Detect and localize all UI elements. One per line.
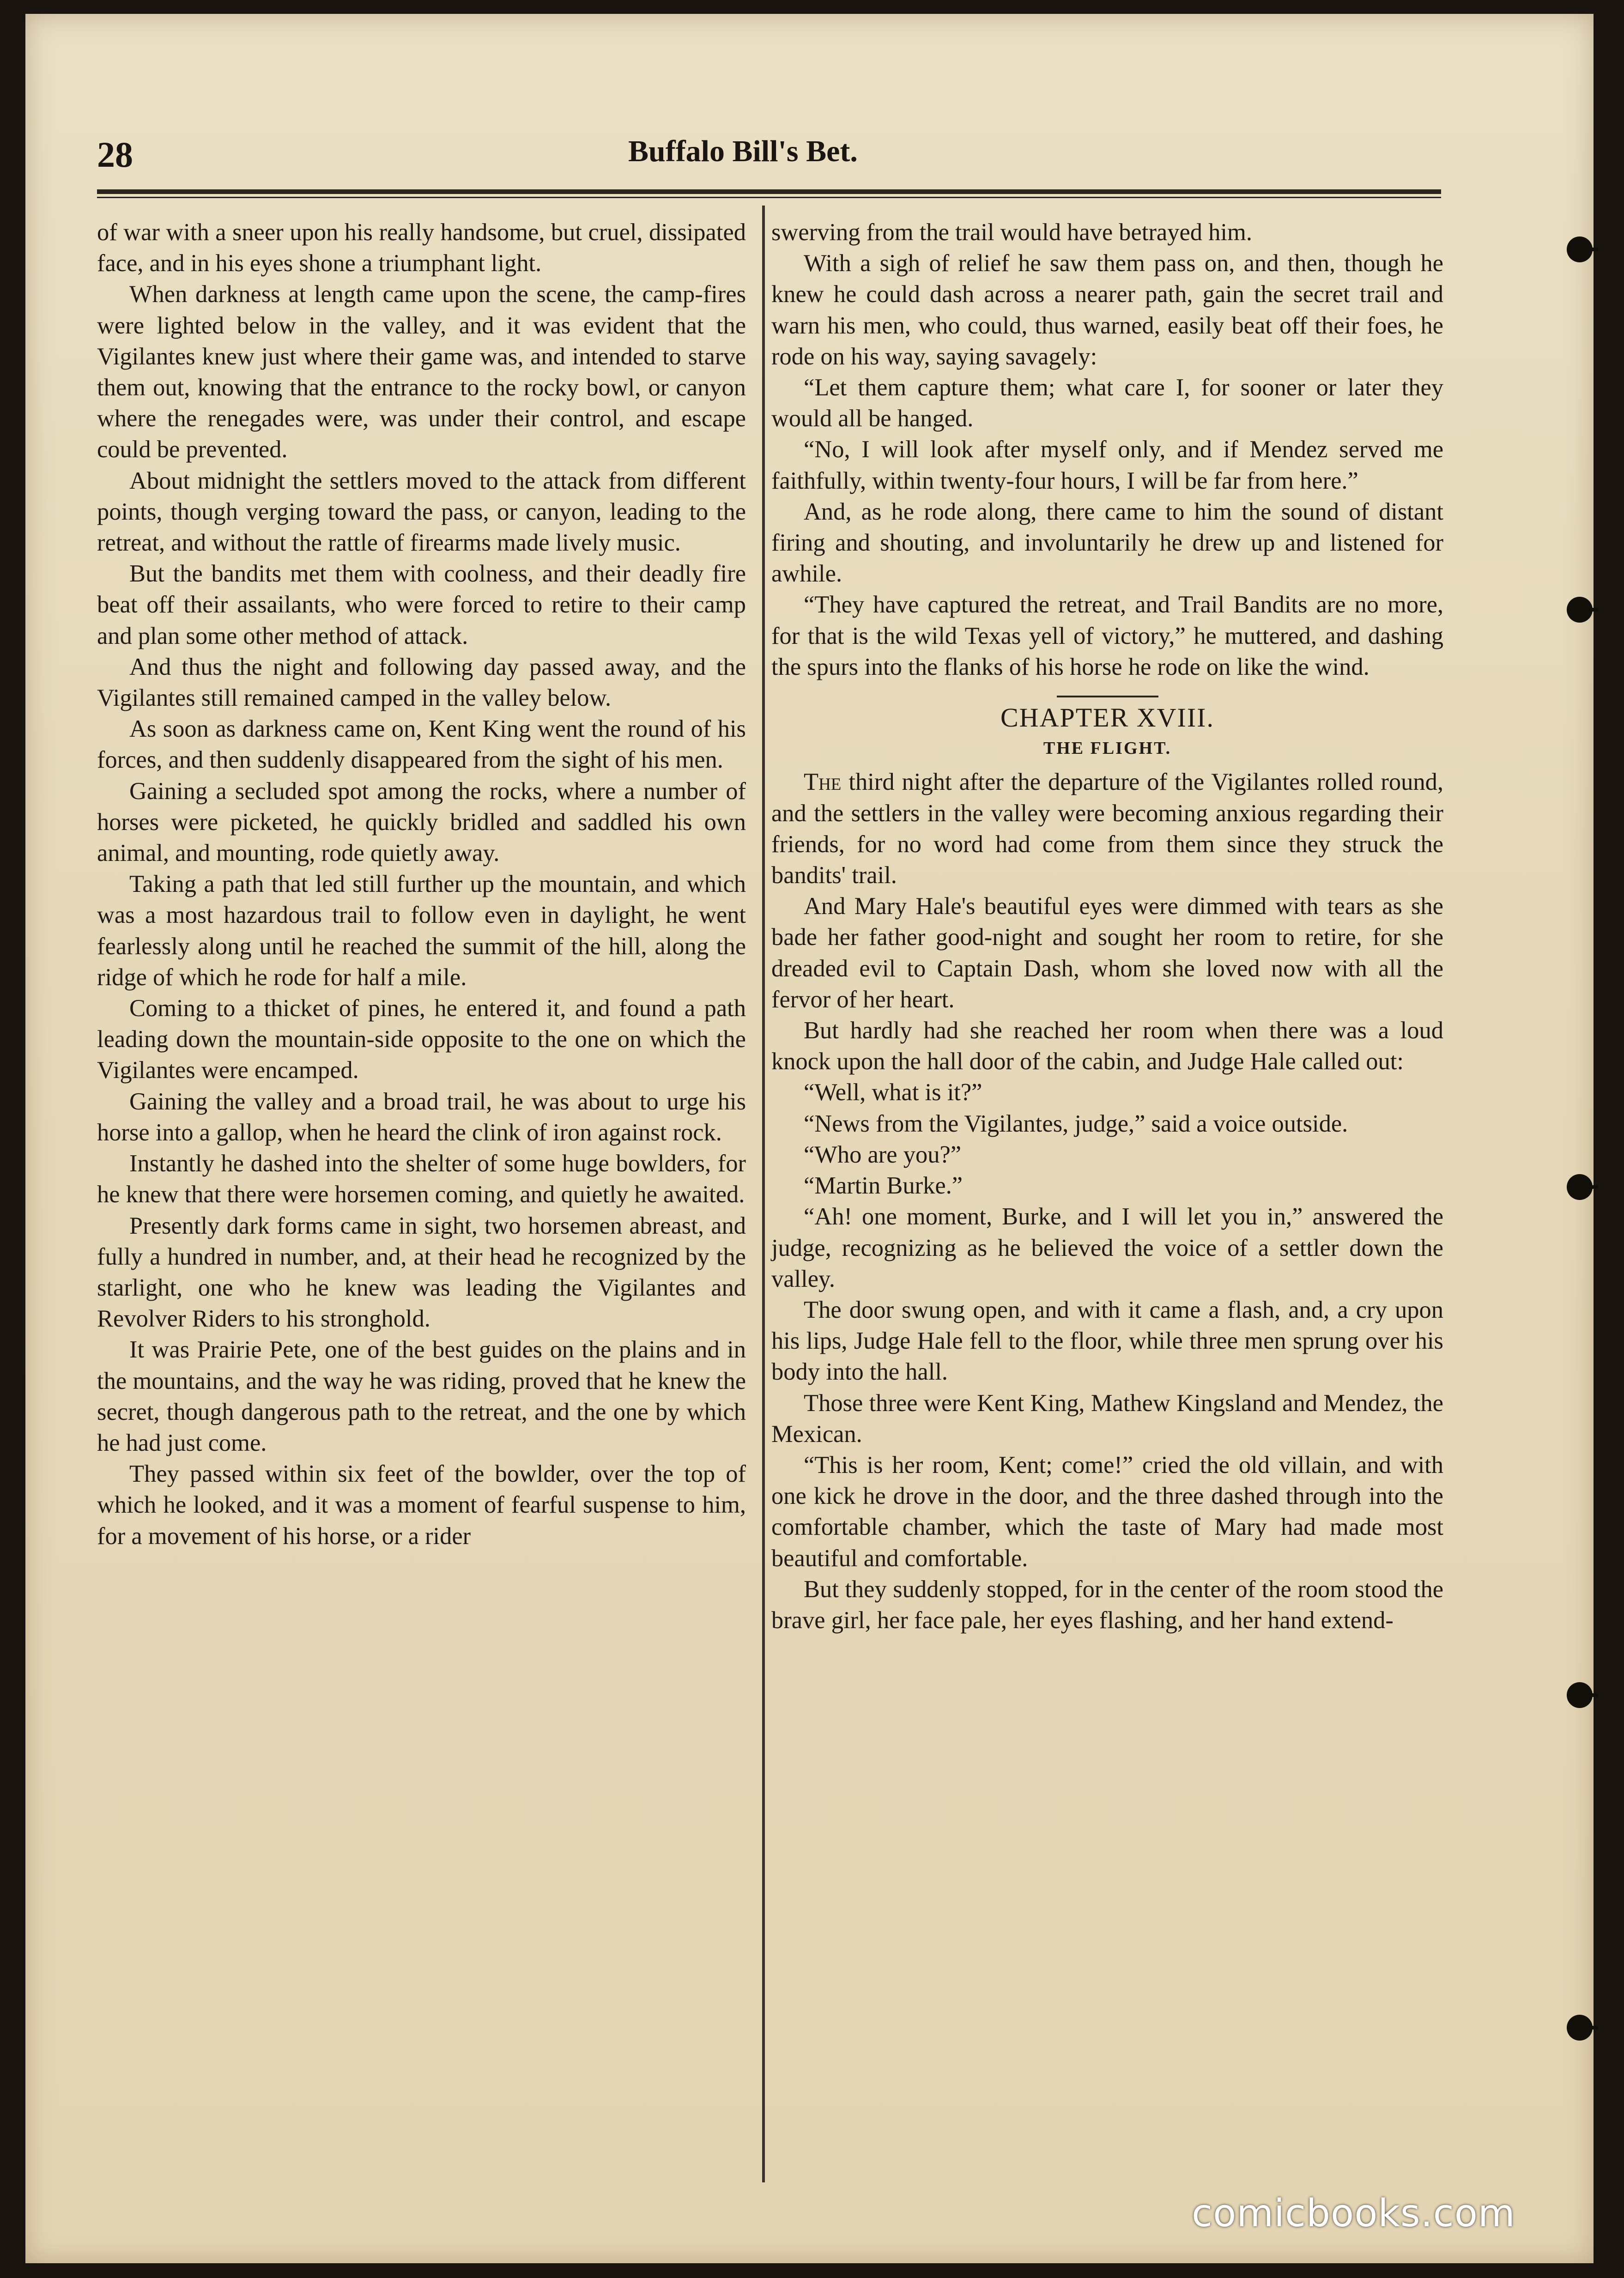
paragraph-text: Coming to a thicket of pines, he entered it, and found a path leading down the mountain-side opposite to the one on which the Vigilantes were encamped. <box>97 995 746 1084</box>
paragraph-text: “Let them capture them; what care I, for sooner or later they would all be hanged. <box>771 374 1443 432</box>
paragraph <box>771 1574 1443 1636</box>
paragraph-text: “Martin Burke.” <box>804 1172 963 1200</box>
paragraph <box>97 1334 746 1459</box>
chapter-subtitle: THE FLIGHT. <box>1043 739 1172 758</box>
paragraph <box>771 1015 1443 1077</box>
paragraph <box>771 589 1443 683</box>
column-divider <box>762 206 765 2182</box>
paragraph-text: Presently dark forms came in sight, two horsemen abreast, and fully a hundred in number, and, at their head he recognized by the starlight, one who he knew was leading the Vigilantes and Revolver Riders to his stronghold. <box>97 1212 746 1333</box>
left-column <box>97 217 746 1552</box>
paragraph-text: But the bandits met them with coolness, and their deadly fire beat off their assailants, who were forced to retire to their camp and plan some other method of attack. <box>97 560 746 649</box>
binding-hole-icon <box>1561 231 1598 268</box>
paragraph <box>97 279 746 465</box>
paragraph-text: About midnight the settlers moved to the attack from different points, though verging toward the pass, or canyon, leading to the retreat, and without the rattle of firearms made lively music. <box>97 467 746 557</box>
paragraph <box>771 1450 1443 1574</box>
paragraph-text: Those three were Kent King, Mathew Kingsland and Mendez, the Mexican. <box>771 1389 1443 1448</box>
paragraph-text: “News from the Vigilantes, judge,” said a voice outside. <box>804 1110 1348 1137</box>
paragraph-text: of war with a sneer upon his really handsome, but cruel, dissipated face, and in his eyes shone a triumphant light. <box>97 219 746 277</box>
paragraph <box>771 372 1443 434</box>
paragraph <box>97 776 746 869</box>
paragraph <box>97 217 746 279</box>
paragraph <box>771 1170 1443 1201</box>
paragraph <box>771 1109 1443 1139</box>
paragraph-text: When darkness at length came upon the scene, the camp-fires were lighted below in the valley, and it was evident that the Vigilantes knew just where their game was, and intended to starve them out, knowing that the entrance to the rocky bowl, or canyon where the renegades were, was under their control, and escape could be prevented. <box>97 281 746 463</box>
paragraph-lead: The <box>804 769 842 796</box>
paragraph-text: “This is her room, Kent; come!” cried the old villain, and with one kick he drove in the door, and the three dashed through into the comfortable chamber, which the taste of Mary had made most beautiful and comfortable. <box>771 1451 1443 1572</box>
paragraph <box>97 1148 746 1210</box>
paragraph-text: And, as he rode along, there came to him the sound of distant firing and shouting, and involuntarily he drew up and listened for awhile. <box>771 498 1443 588</box>
paragraph-text: third night after the departure of the Vigilantes rolled round, and the settlers in the valley were becoming anxious regarding their friends, for no word had come from them since they struck the bandits' trail. <box>771 769 1443 889</box>
binding-hole-icon <box>1561 1677 1598 1714</box>
paragraph <box>97 714 746 775</box>
paragraph-text: But hardly had she reached her room when there was a loud knock upon the hall door of the cabin, and Judge Hale called out: <box>771 1017 1443 1075</box>
paragraph <box>771 1077 1443 1108</box>
paragraph-text: They passed within six feet of the bowlder, over the top of which he looked, and it was a moment of fearful suspense to him, for a movement of his horse, or a rider <box>97 1460 746 1550</box>
chapter-title: CHAPTER XVIII. <box>1000 703 1214 733</box>
page-number: 28 <box>97 134 133 175</box>
paragraph-text: With a sigh of relief he saw them pass on, and then, though he knew he could dash across a nearer path, gain the secret trail and warn his men, who could, thus warned, easily beat off their foes, he rode on his way, saying savagely: <box>771 250 1443 370</box>
paragraph-text: Gaining a secluded spot among the rocks, where a number of horses were picketed, he quickly bridled and saddled his own animal, and mounting, rode quietly away. <box>97 777 746 867</box>
paragraph-text: But they suddenly stopped, for in the center of the room stood the brave girl, her face pale, her eyes flashing, and her hand extend- <box>771 1575 1443 1634</box>
paragraph-text: “Well, what is it?” <box>804 1079 982 1106</box>
paragraph <box>771 767 1443 891</box>
paragraph-text: “They have captured the retreat, and Trail Bandits are no more, for that is the wild Texas yell of victory,” he muttered, and dashing the spurs into the flanks of his horse he rode on like the wind. <box>771 591 1443 680</box>
paragraph-text: “No, I will look after myself only, and if Mendez served me faithfully, within twenty-four hours, I will be far from here.” <box>771 436 1443 494</box>
paragraph <box>97 1211 746 1335</box>
paragraph-text: Taking a path that led still further up the mountain, and which was a most hazardous trail to follow even in daylight, he went fearlessly along until he reached the summit of the hill, along the ridge of which he rode for half a mile. <box>97 871 746 991</box>
paragraph-text: It was Prairie Pete, one of the best guides on the plains and in the mountains, and the way he was riding, proved that he knew the secret, though dangerous path to the retreat, and the one by which he had just come. <box>97 1336 746 1456</box>
paragraph-text: Instantly he dashed into the shelter of some huge bowlders, for he knew that there were horsemen coming, and quietly he awaited. <box>97 1150 746 1208</box>
paragraph-text: As soon as darkness came on, Kent King went the round of his forces, and then suddenly disappeared from the sight of his men. <box>97 715 746 774</box>
paragraph <box>97 993 746 1086</box>
header-rule <box>97 189 1441 198</box>
paragraph <box>97 869 746 993</box>
paragraph-text: “Who are you?” <box>804 1141 962 1168</box>
paragraph <box>97 558 746 652</box>
paragraph <box>771 891 1443 1015</box>
paragraph <box>771 1295 1443 1388</box>
paragraph-text: And Mary Hale's beautiful eyes were dimmed with tears as she bade her father good-night and sought her room to retire, for she dreaded evil to Captain Dash, whom she loved now with all the fervor of her heart. <box>771 893 1443 1013</box>
paragraph <box>771 434 1443 496</box>
binding-hole-icon <box>1561 2009 1598 2046</box>
paragraph <box>97 652 746 714</box>
chapter-rule <box>1057 696 1158 697</box>
running-title: Buffalo Bill's Bet. <box>628 134 858 168</box>
paragraph-text: “Ah! one moment, Burke, and I will let you in,” answered the judge, recognizing as he believed the voice of a settler down the valley. <box>771 1203 1443 1292</box>
paragraph <box>771 1201 1443 1295</box>
right-column <box>771 217 1443 1636</box>
paragraph <box>771 497 1443 590</box>
paragraph <box>97 1086 746 1148</box>
paragraph-text: Gaining the valley and a broad trail, he was about to urge his horse into a gallop, when he heard the clink of iron against rock. <box>97 1088 746 1146</box>
paragraph <box>97 466 746 559</box>
paragraph <box>97 1459 746 1552</box>
paragraph <box>771 1139 1443 1170</box>
page-header <box>97 134 1441 185</box>
binding-hole-icon <box>1561 1169 1598 1206</box>
paragraph <box>771 248 1443 372</box>
paragraph <box>771 217 1443 248</box>
paragraph-text: And thus the night and following day passed away, and the Vigilantes still remained camped in the valley below. <box>97 653 746 712</box>
watermark: comicbooks.com <box>1192 2192 1515 2236</box>
paragraph-text: swerving from the trail would have betrayed him. <box>771 219 1252 246</box>
paragraph <box>771 1388 1443 1450</box>
binding-hole-icon <box>1561 591 1598 628</box>
paragraph-text: The door swung open, and with it came a flash, and, a cry upon his lips, Judge Hale fell to the floor, while three men sprung over his body into the hall. <box>771 1296 1443 1386</box>
